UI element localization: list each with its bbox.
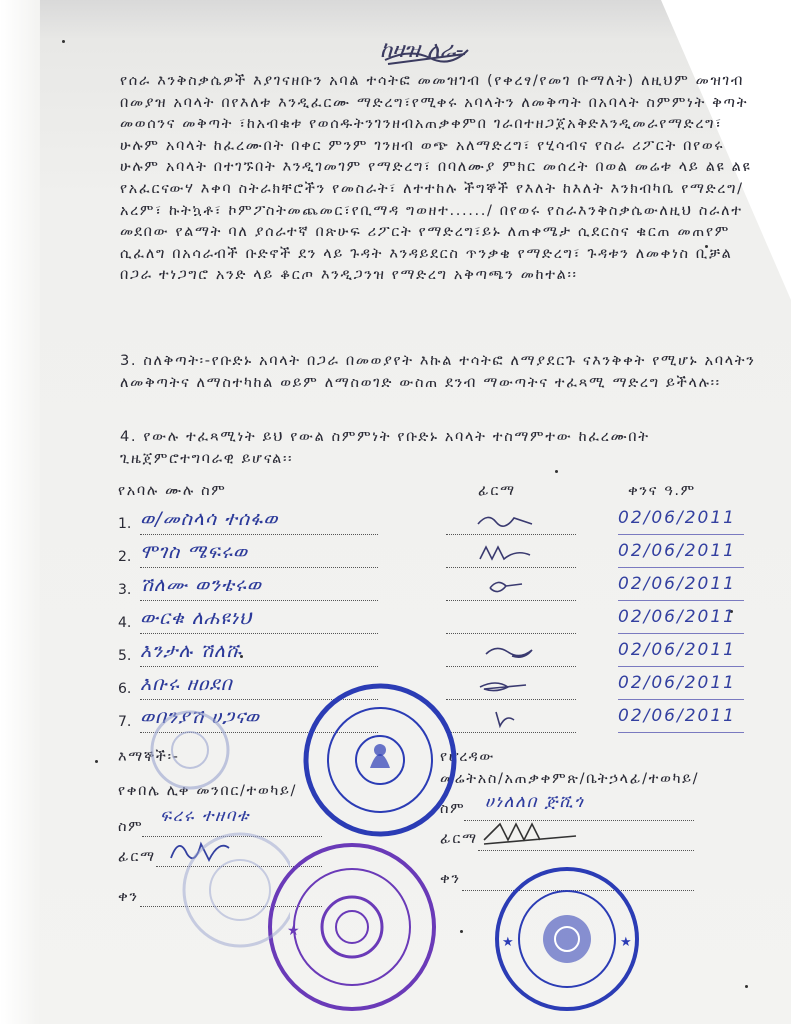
- member-signature: [446, 640, 576, 667]
- table-row: [0, 607, 791, 637]
- member-signature: [446, 673, 576, 700]
- signature-mark: [476, 576, 536, 598]
- faded-stamp: [150, 700, 250, 800]
- right-date-label: ቀን: [440, 870, 461, 887]
- svg-text:★: ★: [287, 923, 300, 939]
- member-signature: [446, 541, 576, 568]
- member-date: 02/06/2011: [618, 541, 744, 568]
- scribble-strike: [380, 40, 470, 70]
- member-name: እንታሉ ሽለሹ: [140, 640, 378, 667]
- right-signature-label: ፊርማ: [440, 830, 478, 847]
- purple-kebele-stamp: [265, 840, 440, 1015]
- member-name: ሞገስ ሜፍሩወ: [140, 541, 378, 568]
- faded-stamp-lower: [170, 820, 290, 950]
- header-date: ቀንና ዓ.ም: [628, 482, 696, 499]
- member-signature: [446, 607, 576, 634]
- paragraph-validity: 4. የውሉ ተፈጻሚነት ይህ የውል ስምምነት የቡድኑ አባላት ተስማምተው ከፈረሙበት ጊዜጀምሮተግባራዊ ይሆናል፡፡: [120, 428, 650, 467]
- blue-office-stamp: [300, 680, 460, 840]
- row-number: 6.: [118, 681, 132, 697]
- row-number: 4.: [118, 615, 132, 631]
- member-signature: [446, 508, 576, 535]
- member-date: 02/06/2011: [618, 706, 744, 733]
- scan-speck: [95, 760, 98, 763]
- signature-mark: [476, 675, 536, 697]
- member-date: 02/06/2011: [618, 640, 744, 667]
- signature-mark: [476, 642, 546, 664]
- member-name: ውርቁ ለሐዩነህ: [140, 607, 378, 634]
- row-number: 1.: [118, 516, 132, 532]
- row-number: 3.: [118, 582, 132, 598]
- row-number: 2.: [118, 549, 132, 565]
- witnesses-heading: እማኞች፡-: [118, 748, 180, 765]
- member-name: ወ/መስላሳ ተሰፋወ: [140, 508, 378, 535]
- table-row: [0, 640, 791, 670]
- right-witness-signature: [480, 818, 580, 854]
- member-date: 02/06/2011: [618, 508, 744, 535]
- left-date-label: ቀን: [118, 888, 139, 905]
- table-row: [0, 574, 791, 604]
- scan-speck: [555, 470, 558, 473]
- member-name: ወበንያሽ ሀጋናወ: [140, 706, 378, 733]
- left-signature-label: ፊርማ: [118, 848, 156, 865]
- signature-mark: [476, 510, 536, 532]
- paragraph-penalty: 3. ስለቅጣት፡-የቡድኑ አባላት በጋራ በመወያየት እኩል ተሳትፎ ለማያደርጉ ናእንቅቀት የሚሆኑ አባላትን ለመቅጣትና ለማስተካከል ወይም ለማስወገድ ውስጠ ደንብ ማውጣትና ተፈጻሚ ማድረግ ይችላሉ፡፡: [120, 352, 756, 391]
- row-number: 5.: [118, 648, 132, 664]
- svg-text:★: ★: [620, 935, 632, 950]
- member-signature: [446, 706, 576, 733]
- member-name: ሽለሙ ወንቴሩወ: [140, 574, 378, 601]
- right-heading: የሆረዳው: [440, 748, 495, 765]
- right-witness-name: ሀነለለበ ጅሺጎ: [485, 792, 585, 812]
- left-witness-name: ፍረሩ ተዘባቱ: [160, 806, 250, 826]
- kebele-chair-title: የቀበሌ ሊቀ መንበር/ተወካይ/: [118, 782, 298, 799]
- svg-text:★: ★: [502, 935, 514, 950]
- scan-speck: [745, 985, 748, 988]
- top-handwritten-note: ከዛዝ ለራ-: [380, 38, 464, 63]
- member-signature: [446, 574, 576, 601]
- header-member-name: የአባሉ ሙሉ ስም: [118, 482, 227, 499]
- member-date: 02/06/2011: [618, 673, 744, 700]
- scan-speck: [62, 40, 65, 43]
- member-name: እቡሩ ዘዐደበ: [140, 673, 378, 700]
- land-office-title: መሬትአስ/አጠቃቀምጽ/ቤትኃላፊ/ተወካይ/: [440, 770, 700, 787]
- table-row: [0, 508, 791, 538]
- blue-round-stamp: [492, 864, 642, 1014]
- signature-mark: [476, 543, 536, 565]
- left-name-label: ስም: [118, 818, 144, 835]
- member-date: 02/06/2011: [618, 574, 744, 601]
- member-date: 02/06/2011: [618, 607, 744, 634]
- signature-mark: [476, 708, 536, 730]
- header-signature: ፊርማ: [478, 482, 516, 499]
- table-row: [0, 541, 791, 571]
- paragraph-duties: የሰራ እንቅስቃሴዎች እያገናዘቡን አባል ተሳትፎ መመዝገብ (የቀረፃ/የመገ ቡማለት) ለዚህም መዝገብ በመያዝ አባላት በየእለቱ እንዲፈርሙ ማድረግ፣የሚቀሩ አባላትን ለመቅጣት በአባላት ስምምነት ቅጣት መወሰንና መቅጣት ፣ከአብቁቱ የወሰዱትንገንዘብአጠቃቀምበ ገራበተዘጋጀአቅድእንዲመራየማድረግ፣ ሁሉም አባላት ከፈረሙበት በቀር ምንም ገንዘብ ወጭ አለማድረግ፣ የሂሳብና የስራ ሪፖርት በየወሩ ሁሉም አባላት በተገኙበት እንዲገመገም የማድረግ፣ በባለሙያ ምክር መሰረት በወል መሬቱ ላይ ልዩ ልዩ የአፈርናውሃ እቀባ ስትራክቸሮችን የመስራት፣ ለተተከሉ ችግኞች የእለት ከእለት እንክብካቤ የማድረግ/አረም፣ ኩትኳቶ፣ ኮምፖስትመጨመር፣የቢማዳ ግወዘተ....../ በየወሩ የስራእንቅስቃሴውለዚህ ስራለተ መደበው የልማት ባለ ያሰራተኛ በጽሁፍ ሪፖርት የማድረግ፣ይኑ ለጠቀሜታ ሲደርስና ቁርጠ መጠየም ሲፈለግ በአሳራብች ቡድኖች ደን ላይ ጉዳት እንዳይደርስ ጥንቃቄ የማድረግ፣ ጉዳቱን ለመቀነስ ቢቻል በጋራ ተነጋግሮ አንድ ላይ ቆርጦ እንዲጋንዝ የማድረግ አቅጣጫን መከተል፡፡: [120, 72, 752, 284]
- right-name-label: ስም: [440, 800, 466, 817]
- scan-speck: [460, 930, 463, 933]
- row-number: 7.: [118, 714, 132, 730]
